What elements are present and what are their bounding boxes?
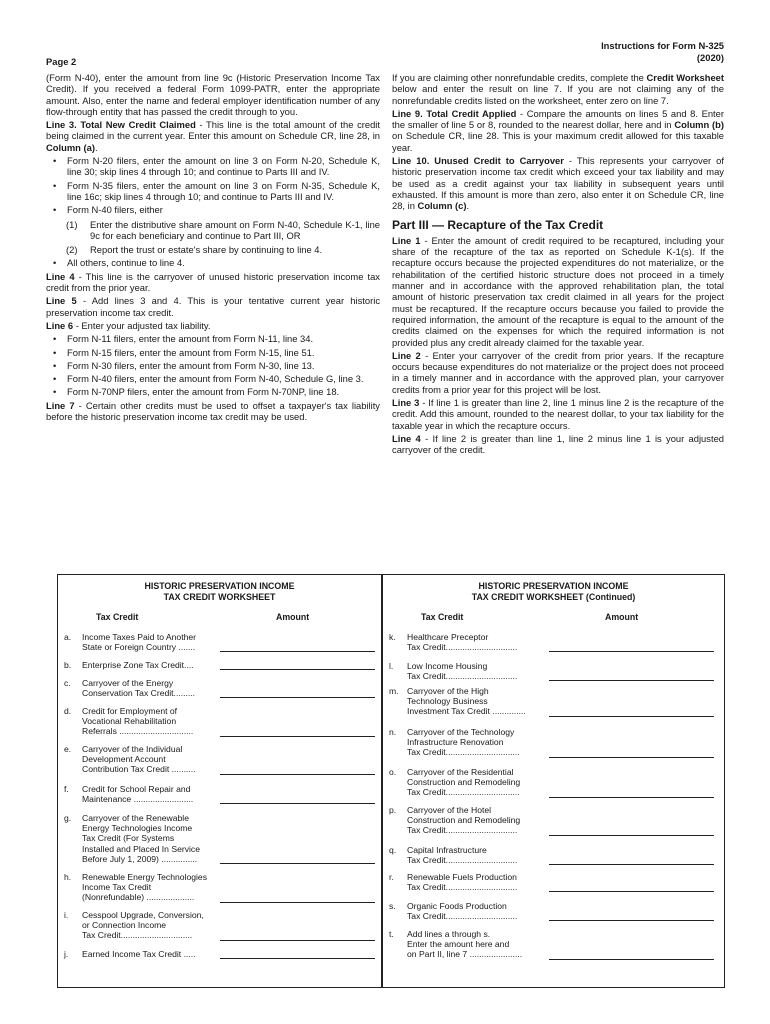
row-letter: s. bbox=[389, 901, 396, 911]
row-label: Credit for Employment of Vocational Rehabilitation Referrals ............................... bbox=[82, 706, 194, 737]
row-letter: p. bbox=[389, 805, 397, 815]
line7-paragraph: Line 7 - Certain other credits must be used to offset a taxpayer's tax liability before the historic preservation income tax credit may be used. bbox=[46, 399, 380, 423]
amount-entry-line[interactable] bbox=[549, 680, 714, 681]
amount-entry-line[interactable] bbox=[549, 864, 714, 865]
row-label: Capital Infrastructure Tax Credit.............................. bbox=[407, 845, 518, 866]
row-letter: c. bbox=[64, 678, 71, 688]
row-label: Enterprise Zone Tax Credit.... bbox=[82, 660, 194, 670]
sub-item: (2) Report the trust or estate's share by continuing to line 4. bbox=[66, 244, 323, 256]
worksheet-header bbox=[383, 612, 724, 624]
row-label: Add lines a through s. Enter the amount here and on Part II, line 7 ...................... bbox=[407, 929, 523, 960]
bullet-item: • Form N-15 filers, enter the amount from Form N-15, line 51. bbox=[53, 346, 315, 358]
worksheet-header bbox=[58, 612, 381, 624]
row-letter: f. bbox=[64, 784, 69, 794]
form-year: (2020) bbox=[696, 52, 724, 63]
row-letter: o. bbox=[389, 767, 397, 777]
line10-paragraph: Line 10. Unused Credit to Carryover - This represents your carryover of historic preservation income tax credit which exceed your tax liability and may be used as a credit against your tax liability in subsequent years until exhausted. If this amount is more than zero, also enter it on Schedule CR, line 28, in Column (c). bbox=[392, 155, 724, 212]
recapture-line3: Line 3 - If line 1 is greater than line 2, line 1 minus line 2 is the recapture of the credit. Add this amount, rounded to the nearest dollar, to your tax liability for the taxable year in which the recapture occurs. bbox=[392, 397, 724, 431]
row-label: Cesspool Upgrade, Conversion, or Connection Income Tax Credit.............................. bbox=[82, 910, 204, 941]
paragraph: If you are claiming other nonrefundable credits, complete the Credit Worksheet below and enter the result on line 7. If you are not claiming any of the nonrefundable credits listed on the worksheet, enter zero on line 7. bbox=[392, 72, 725, 106]
row-label: Organic Foods Production Tax Credit.............................. bbox=[407, 901, 518, 922]
row-label: Carryover of the Residential Construction and Remodeling Tax Credit............................... bbox=[407, 767, 521, 798]
row-letter: i. bbox=[64, 910, 69, 920]
amount-entry-line[interactable] bbox=[549, 757, 714, 758]
row-label: Renewable Fuels Production Tax Credit.............................. bbox=[407, 872, 518, 893]
row-letter: h. bbox=[64, 872, 72, 882]
amount-entry-line[interactable] bbox=[220, 958, 375, 959]
line9-paragraph: Line 9. Total Credit Applied - Compare the amounts on lines 5 and 8. Enter the smaller of line 5 or 8, rounded to the nearest dollar, here and in Column (b) on Schedule CR, line 28. This is your maximum credit allowed for this taxable year. bbox=[392, 107, 725, 153]
bullet-item: • Form N-30 filers, enter the amount from Form N-30, line 13. bbox=[53, 359, 315, 371]
bullet-item: • Form N-40 filers, either bbox=[53, 204, 163, 216]
recapture-line2: Line 2 - Enter your carryover of the credit from prior years. If the recapture occurs because expenditures do not materialize or the project does not proceed in a timely manner and in accordance with the approved plan, your carryover credits from a prior year for this project will be lost. bbox=[392, 349, 725, 395]
row-label: Credit for School Repair and Maintenance ......................... bbox=[82, 784, 194, 805]
left-column bbox=[46, 72, 380, 424]
line5-paragraph: Line 5 - Add lines 3 and 4. This is your tentative current year historic preservation income tax credit. bbox=[46, 295, 381, 318]
amount-entry-line[interactable] bbox=[220, 736, 375, 737]
amount-entry-line[interactable] bbox=[220, 940, 375, 941]
row-letter: m. bbox=[389, 686, 399, 696]
form-title: Instructions for Form N-325 bbox=[601, 40, 724, 51]
amount-entry-line[interactable] bbox=[220, 902, 375, 903]
row-letter: b. bbox=[64, 660, 72, 670]
paragraph: (Form N-40), enter the amount from line 9c (Historic Preservation Income Tax Credit). If you received a federal Form 1099-PATR, enter the appropriate amount. Also, enter the name and federal employer identification number of any flow-through entity that has passed the credit through to you. bbox=[46, 72, 380, 117]
worksheet-right bbox=[382, 574, 725, 988]
amount-column-header: Amount bbox=[276, 612, 310, 622]
amount-entry-line[interactable] bbox=[549, 891, 714, 892]
bullet-item: • Form N-35 filers, enter the amount on line 3 on Form N-35, Schedule K, line 16c; skip lines 4 through 10; and continue to Parts III and IV. bbox=[53, 179, 380, 202]
line4-paragraph: Line 4 - This line is the carryover of unused historic preservation income tax credit from the prior year. bbox=[46, 270, 380, 294]
amount-entry-line[interactable] bbox=[549, 651, 714, 652]
row-label: Low Income Housing Tax Credit.............................. bbox=[407, 661, 518, 682]
amount-entry-line[interactable] bbox=[220, 651, 375, 652]
bullet-item: • All others, continue to line 4. bbox=[53, 257, 185, 269]
row-letter: g. bbox=[64, 813, 72, 823]
row-letter: k. bbox=[389, 632, 396, 642]
bullet-item: • Form N-70NP filers, enter the amount from Form N-70NP, line 18. bbox=[53, 386, 340, 398]
amount-entry-line[interactable] bbox=[220, 669, 375, 670]
row-letter: q. bbox=[389, 845, 397, 855]
row-label: Carryover of the Technology Infrastructure Renovation Tax Credit............................... bbox=[407, 727, 520, 758]
row-label: Healthcare Preceptor Tax Credit.............................. bbox=[407, 632, 518, 653]
row-letter: n. bbox=[389, 727, 397, 737]
row-letter: e. bbox=[64, 744, 72, 754]
part-iii-heading: Part III — Recapture of the Tax Credit bbox=[392, 217, 604, 232]
amount-entry-line[interactable] bbox=[220, 803, 375, 804]
line6-paragraph: Line 6 - Enter your adjusted tax liability. bbox=[46, 319, 211, 331]
page-number: Page 2 bbox=[46, 56, 77, 67]
row-label: Carryover of the Individual Development Account Contribution Tax Credit .......... bbox=[82, 744, 196, 775]
row-letter: l. bbox=[389, 661, 394, 671]
worksheet-title: HISTORIC PRESERVATION INCOME TAX CREDIT WORKSHEET (Continued) bbox=[471, 581, 636, 602]
row-letter: t. bbox=[389, 929, 394, 939]
line3-paragraph: Line 3. Total New Credit Claimed - This line is the total amount of the credit being claimed in the current year. Enter this amount on Schedule CR, line 28, in Column (a). bbox=[46, 119, 380, 153]
row-label: Carryover of the Energy Conservation Tax Credit......... bbox=[82, 678, 196, 699]
tax-credit-column-header: Tax Credit bbox=[421, 612, 464, 622]
row-label: Carryover of the Hotel Construction and Remodeling Tax Credit.............................. bbox=[407, 805, 521, 836]
row-label: Earned Income Tax Credit ..... bbox=[82, 949, 196, 959]
recapture-line1: Line 1 - Enter the amount of credit required to be recaptured, including your share of the recapture of the tax as reported on Schedule K-1(s). If the recapture occurs because the projected expenditures do not materialize, or the rehabilitation of the certified historic structure does not proceed in a timely manner and in accordance with the approved rehabilitation plan, the total amount of historic preservation tax credit claimed in all years for the project must be recaptured. If the recapture occurs because you failed to provide the required information, the amount of the recapture is equal to the amount of the credits claimed on the expenses for which the required information is not provided plus any credit already claimed for the taxable year. bbox=[392, 234, 724, 348]
bullet-item: • Form N-11 filers, enter the amount from Form N-11, line 34. bbox=[53, 333, 314, 345]
amount-entry-line[interactable] bbox=[549, 920, 714, 921]
tax-credit-column-header: Tax Credit bbox=[96, 612, 139, 622]
row-letter: a. bbox=[64, 632, 72, 642]
amount-entry-line[interactable] bbox=[549, 797, 714, 798]
bullet-item: • Form N-20 filers, enter the amount on line 3 on Form N-20, Schedule K, line 30; skip lines 4 through 10; and continue to Parts III and IV. bbox=[53, 155, 380, 178]
row-label: Income Taxes Paid to Another State or Foreign Country ....... bbox=[82, 632, 197, 653]
amount-entry-line[interactable] bbox=[220, 697, 375, 698]
worksheet-title: HISTORIC PRESERVATION INCOME TAX CREDIT WORKSHEET bbox=[144, 581, 295, 602]
amount-entry-line[interactable] bbox=[549, 716, 714, 717]
amount-entry-line[interactable] bbox=[549, 835, 714, 836]
amount-column-header: Amount bbox=[605, 612, 639, 622]
bullet-item: • Form N-40 filers, enter the amount from Form N-40, Schedule G, line 3. bbox=[53, 373, 364, 385]
sub-item: (1) Enter the distributive share amount on Form N-40, Schedule K-1, line 9c for each beneficiary and continue to Part III, OR bbox=[66, 218, 380, 241]
amount-entry-line[interactable] bbox=[549, 959, 714, 960]
row-label: Carryover of the Renewable Energy Technologies Income Tax Credit (For Systems Installed and Placed In Service Before July 1, 2009) ............... bbox=[82, 813, 200, 864]
amount-entry-line[interactable] bbox=[220, 863, 375, 864]
row-label: Carryover of the High Technology Business Investment Tax Credit .............. bbox=[407, 686, 526, 717]
row-label: Renewable Energy Technologies Income Tax Credit (Nonrefundable) .................... bbox=[82, 872, 208, 903]
amount-entry-line[interactable] bbox=[220, 774, 375, 775]
worksheet-left bbox=[57, 574, 382, 988]
row-letter: j. bbox=[64, 949, 69, 959]
form-header bbox=[601, 40, 724, 64]
row-letter: r. bbox=[389, 872, 394, 882]
right-column bbox=[392, 72, 724, 458]
row-letter: d. bbox=[64, 706, 72, 716]
recapture-line4: Line 4 - If line 2 is greater than line 1, line 2 minus line 1 is your adjusted carryover of the credit. bbox=[392, 432, 724, 456]
